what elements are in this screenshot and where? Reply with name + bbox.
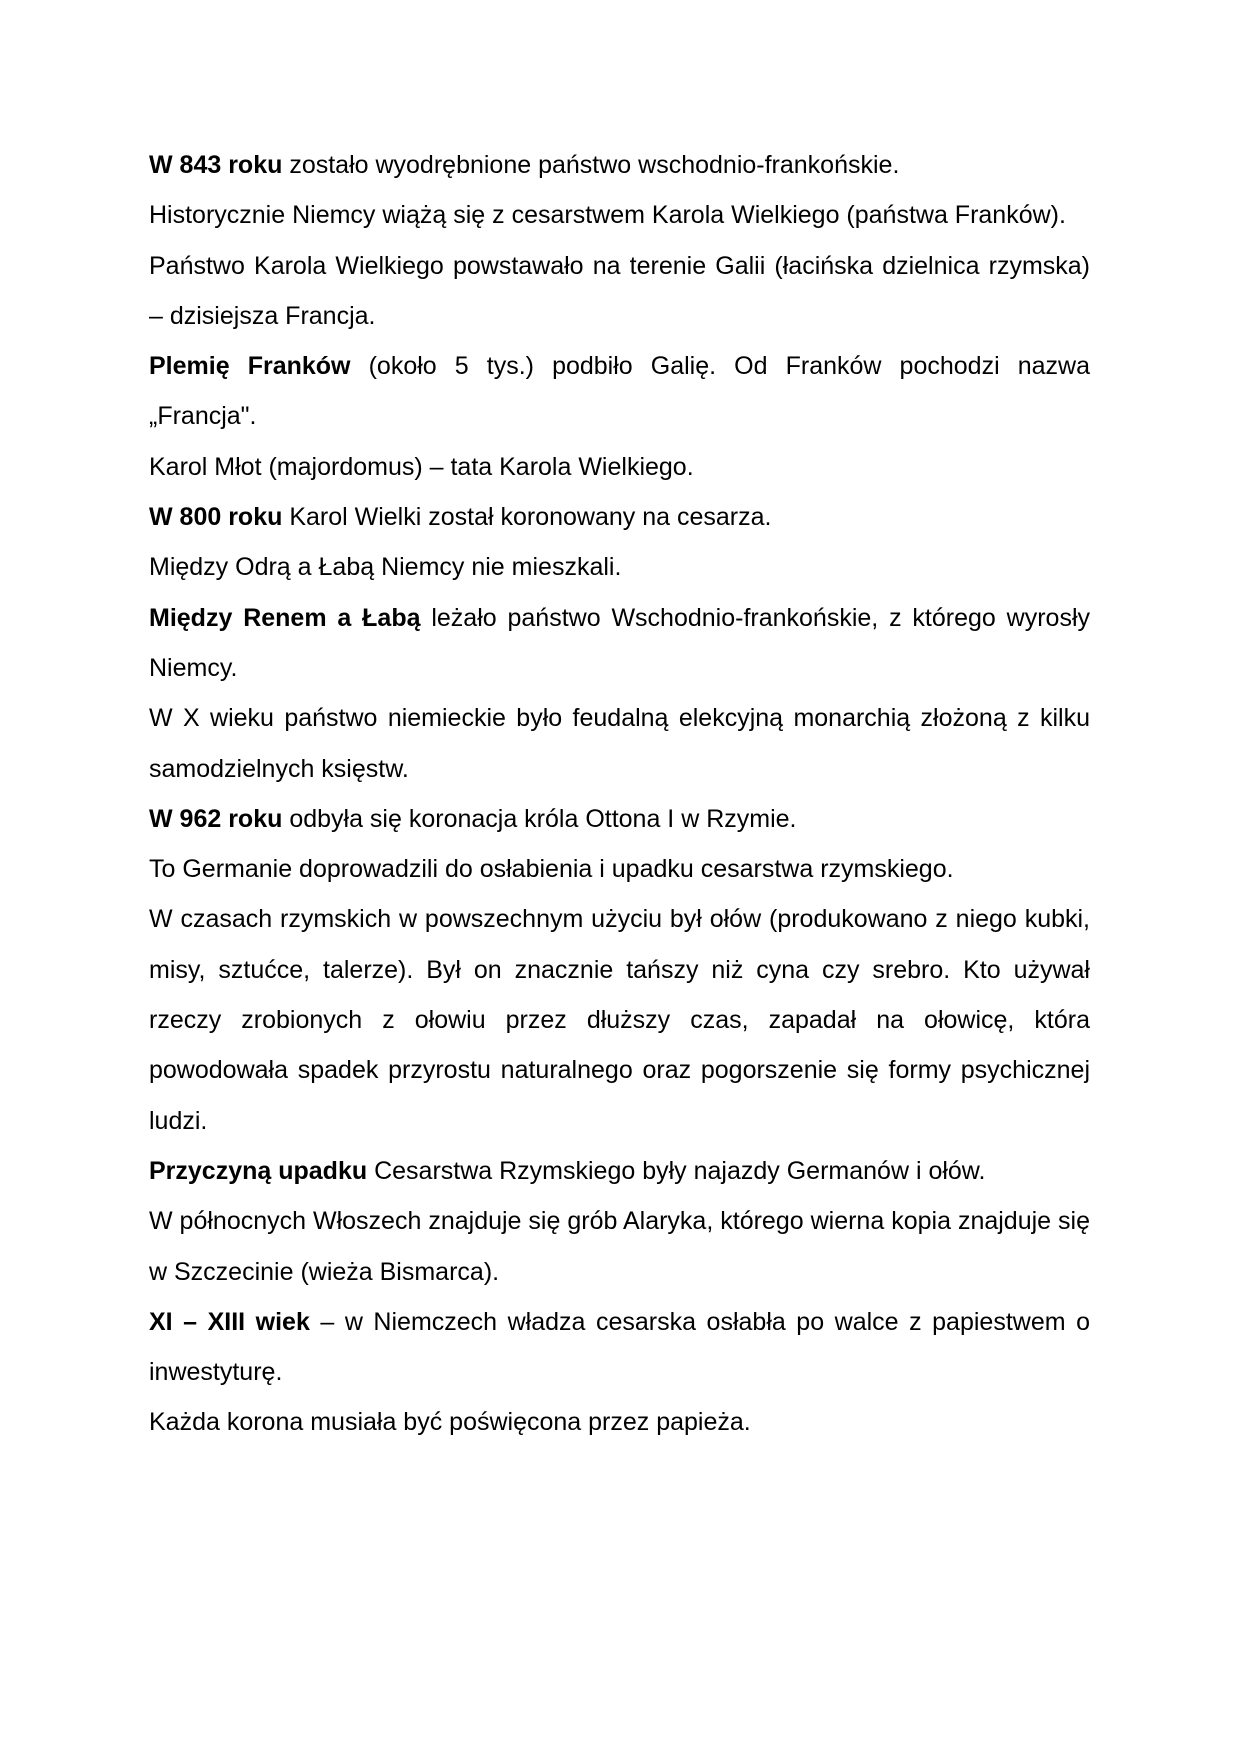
paragraph bbox=[149, 241, 1090, 342]
bold-text: W 843 roku bbox=[149, 151, 283, 179]
paragraph bbox=[149, 894, 1090, 1145]
text-run: Cesarstwa Rzymskiego były najazdy Germanów i ołów. bbox=[367, 1156, 986, 1185]
text-run: To Germanie doprowadzili do osłabienia i upadku cesarstwa rzymskiego. bbox=[149, 855, 954, 884]
paragraph bbox=[149, 492, 1090, 542]
document-page bbox=[149, 140, 1090, 1448]
paragraph bbox=[149, 593, 1090, 694]
bold-text: Przyczyną upadku bbox=[149, 1156, 368, 1185]
text-run: Państwo Karola Wielkiego powstawało na terenie Galii (łacińska dzielnica rzymska) – dzisiejsza Francja. bbox=[149, 251, 1090, 330]
text-run: Między Odrą a Łabą Niemcy nie mieszkali. bbox=[149, 553, 622, 582]
bold-text: Między Renem a Łabą bbox=[149, 603, 421, 632]
text-run: W północnych Włoszech znajduje się grób Alaryka, którego wierna kopia znajduje się w Szczecinie (wieża Bismarca). bbox=[149, 1207, 1090, 1286]
bold-text: W 962 roku bbox=[149, 804, 283, 833]
text-run: W X wieku państwo niemieckie było feudalną elekcyjną monarchią złożoną z kilku samodzielnych księstw. bbox=[149, 704, 1090, 783]
paragraph bbox=[149, 542, 1090, 592]
text-run: zostało wyodrębnione państwo wschodnio-frankońskie. bbox=[282, 151, 900, 179]
paragraph bbox=[149, 844, 1090, 894]
paragraph bbox=[149, 140, 1090, 190]
text-run: Karol Wielki został koronowany na cesarza. bbox=[282, 503, 772, 532]
paragraph bbox=[149, 1196, 1090, 1297]
text-run: Karol Młot (majordomus) – tata Karola Wielkiego. bbox=[149, 452, 694, 481]
bold-text: XI – XIII wiek bbox=[149, 1307, 310, 1336]
text-run: leżało państwo Wschodnio-frankońskie, z którego wyrosły Niemcy. bbox=[149, 603, 1090, 682]
paragraph bbox=[149, 190, 1090, 240]
text-run: odbyła się koronacja króla Ottona I w Rzymie. bbox=[282, 804, 797, 833]
paragraph bbox=[149, 1146, 1090, 1196]
text-run: Historycznie Niemcy wiążą się z cesarstwem Karola Wielkiego (państwa Franków). bbox=[149, 201, 1066, 230]
paragraph bbox=[149, 693, 1090, 794]
paragraph bbox=[149, 442, 1090, 492]
paragraph bbox=[149, 1397, 1090, 1447]
paragraph bbox=[149, 1297, 1090, 1398]
text-run: Każda korona musiała być poświęcona przez papieża. bbox=[149, 1408, 751, 1437]
paragraph bbox=[149, 341, 1090, 442]
text-run: – w Niemczech władza cesarska osłabła po walce z papiestwem o inwestyturę. bbox=[149, 1307, 1090, 1387]
bold-text: Plemię Franków bbox=[149, 352, 351, 381]
text-run: (około 5 tys.) podbiło Galię. Od Franków pochodzi nazwa „Francja". bbox=[149, 352, 1090, 431]
text-run: W czasach rzymskich w powszechnym użyciu był ołów (produkowano z niego kubki, misy, sztućce, talerze). Był on znacznie tańszy niż cyna czy srebro. Kto używał rzeczy zrobionych z ołowiu przez dłuższy czas, zapadał na ołowicę, która powodowała spadek przyrostu naturalnego oraz pogorszenie się formy psychicznej ludzi. bbox=[149, 905, 1090, 1135]
paragraph bbox=[149, 794, 1090, 844]
bold-text: W 800 roku bbox=[149, 503, 283, 532]
